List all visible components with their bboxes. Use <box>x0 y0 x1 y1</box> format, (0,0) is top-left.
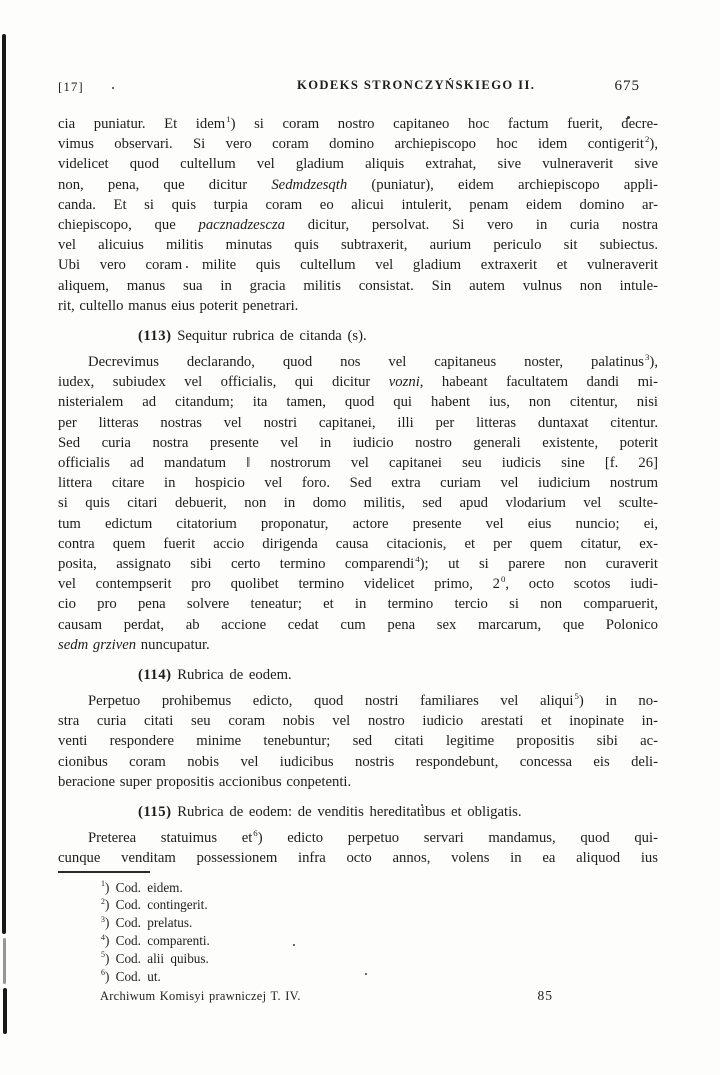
text-run: aliquem, manus sua in gracia militis consistat. Sin autem vulnus non intule- <box>58 277 658 294</box>
paragraph <box>58 828 658 868</box>
paragraph <box>58 114 658 316</box>
text-line <box>58 828 658 848</box>
text-run: tum edictum citatorium proponatur, actore presente vel eius nuncio; ei, <box>58 515 658 532</box>
footnote <box>58 968 658 986</box>
paragraph <box>58 691 658 792</box>
text-run: cio pro pena solvere teneatur; et in termino tercio si non comparuerit, <box>58 596 658 613</box>
text-run: cunque venditam possessionem infra octo annos, volens in ea aliquod ius <box>58 850 658 867</box>
text-run: cionibus coram nobis vel iudicibus nostris respondebunt, concessa eis deli- <box>58 753 658 770</box>
text-run: ) in no- <box>578 693 658 710</box>
footnote-reference: 5 <box>574 691 579 702</box>
text-run: Ubi vero coram milite quis cultellum vel gladium extraxerit et vulneraverit <box>58 257 658 274</box>
footnote-reference: 6 <box>253 828 258 839</box>
sheet-mark: [17] <box>58 79 84 94</box>
footnote-reference: 4 <box>415 554 420 565</box>
footnotes <box>58 879 658 986</box>
text-run: vel contempserit pro quolibet termino videlicet primo, 2 <box>58 576 500 593</box>
footnote-reference: 0 <box>500 574 506 585</box>
footnote-separator <box>58 871 150 873</box>
text-run: si quis citari debuerit, non in domo militis, sed apud vlodarium vel sculte- <box>58 495 658 512</box>
text-run: Rubrica de eodem. <box>171 666 292 683</box>
text-run: contra quem fuerit accio dirigenda causa citacionis, et per quem citatur, ex- <box>58 535 658 552</box>
text-run: ), <box>649 354 658 371</box>
signature-page-number: 85 <box>537 988 553 1004</box>
footnote-reference: 2 <box>101 896 105 906</box>
text-line <box>58 195 658 215</box>
text-line <box>58 433 658 453</box>
section-number: (113) <box>138 327 172 344</box>
text-run: ) Cod. contingerit. <box>104 897 208 913</box>
text-run: stra curia citati seu coram nobis vel nostro iudicio arestati et inopinate in- <box>58 713 658 730</box>
text-run: Rubrica de eodem: de venditis hereditatibus et obligatis. <box>171 804 522 820</box>
text-line <box>58 473 658 493</box>
text-line <box>58 175 658 195</box>
text-run: dicitur, persolvat. Si vero in curia nostra <box>284 216 658 233</box>
text-run: venti respondere minime tenebuntur; sed citati legitime propositis sibi ac- <box>58 733 658 750</box>
text-line <box>58 276 658 296</box>
footnote-reference: 6 <box>101 968 105 978</box>
footnote <box>58 932 658 950</box>
text-line <box>58 848 658 868</box>
footnote-reference: 3 <box>645 352 650 363</box>
footnote <box>58 896 658 914</box>
text-run: ) Cod. ut. <box>104 968 161 984</box>
text-line <box>58 615 658 635</box>
text-line <box>58 574 658 594</box>
vernacular-term: pacznadzescza <box>198 216 285 233</box>
text-line <box>58 635 658 655</box>
text-line <box>58 392 658 412</box>
text-line <box>58 594 658 614</box>
text-run: nuncupatur. <box>136 636 210 653</box>
scan-artifact-line <box>3 988 7 1034</box>
footnote-reference: 4 <box>101 932 105 942</box>
text-run: canda. Et si quis turpia coram eo alicui intulerit, penam eidem domino ar- <box>58 196 658 213</box>
text-line <box>58 711 658 731</box>
section-heading <box>58 802 658 822</box>
text-line <box>58 772 658 792</box>
text-line <box>58 493 658 513</box>
text-run: vimus observari. Si vero coram domino archiepiscopo hoc idem contigerit <box>58 136 645 153</box>
section-heading <box>58 326 658 346</box>
section-heading <box>58 665 658 685</box>
text-run: officialis ad mandatum ‖ nostrorum vel capitanei seu iudicis sine [f. 26] <box>58 455 658 471</box>
text-run: iudex, subiudex vel officialis, qui dicitur <box>58 374 389 391</box>
text-line <box>58 215 658 235</box>
page-number: 675 <box>614 78 640 94</box>
text-run: nisterialem ad citandum; ita tamen, quod qui habent ius, non citentur, nisi <box>58 394 658 411</box>
scan-artifact-line <box>3 938 6 984</box>
text-line <box>58 352 658 372</box>
vernacular-term: vozni, <box>388 374 424 391</box>
text-run: Perpetuo prohibemus edicto, quod nostri familiares vel aliqui <box>88 693 574 710</box>
text-line <box>58 731 658 751</box>
footnote-reference: 3 <box>101 914 105 924</box>
text-line <box>58 235 658 255</box>
text-line <box>58 372 658 392</box>
text-line <box>58 296 658 316</box>
text-run: rit, cultello manus eius poterit penetrari. <box>58 297 299 314</box>
text-run: non, pena, que dicitur <box>58 176 272 193</box>
text-line <box>58 114 658 134</box>
text-run: vel alicuius militis minutas quis subtraxerit, aurium periculo sit subiectus. <box>58 237 658 254</box>
running-title: KODEKS STRONCZYŃSKIEGO II. <box>297 78 536 92</box>
text-run: ) si coram nostro capitaneo hoc factum fuerit, decre- <box>230 116 658 132</box>
text-line <box>58 413 658 433</box>
text-run: per litteras nostras vel nostri capitanei, illi per litteras duntaxat citentur. <box>58 414 658 431</box>
text-line <box>58 534 658 554</box>
text-line <box>58 691 658 711</box>
text-run: ) Cod. eidem. <box>104 879 183 895</box>
text-run: , octo scotos iudi- <box>505 576 658 593</box>
footnote-reference: 2 <box>645 134 650 145</box>
text-run: causam perdat, ab accione cedat cum pena sex marcarum, que Polonico <box>58 616 658 633</box>
page-header <box>58 78 658 98</box>
text-run: beracione super propositis accionibus conpetenti. <box>58 773 352 790</box>
page-content <box>58 78 658 1004</box>
text-run: ) Cod. prelatus. <box>104 915 193 931</box>
text-run: littera citare in hospicio vel foro. Sed extra curiam vel iudicium nostrum <box>58 475 658 492</box>
text-line <box>58 752 658 772</box>
text-line <box>58 453 658 473</box>
text-run: Decrevimus declarando, quod nos vel capitaneus noster, palatinus <box>88 354 645 371</box>
imprint: Archiwum Komisyi prawniczej T. IV. <box>100 989 301 1004</box>
section-number: (114) <box>138 666 172 683</box>
text-run: ) Cod. comparenti. <box>104 932 210 948</box>
text-run: ) Cod. alii quibus. <box>104 950 209 966</box>
text-line <box>58 514 658 534</box>
vernacular-term: sedm grziven <box>58 636 137 653</box>
vernacular-term: Sedmdzesqth <box>271 176 348 193</box>
footnote <box>58 950 658 968</box>
footnote-reference: 1 <box>101 879 105 889</box>
text-run: cia puniatur. Et idem <box>58 116 226 132</box>
text-run: Sed curia nostra presente vel in iudicio nostro generali existente, poterit <box>58 434 658 451</box>
text-run: Sequitur rubrica de citanda (s). <box>171 327 367 344</box>
text-run: ); ut si parere non curaverit <box>419 555 658 572</box>
text-run: chiepiscopo, que <box>58 216 199 233</box>
footnote <box>58 879 658 897</box>
text-line <box>58 134 658 154</box>
text-run: Preterea statuimus et <box>88 830 253 847</box>
text-body <box>58 114 658 869</box>
text-line <box>58 255 658 275</box>
text-run: ) edicto perpetuo servari mandamus, quod qui- <box>257 830 658 847</box>
page-footer <box>58 988 658 1004</box>
text-run: posita, assignato sibi certo termino comparendi <box>58 555 415 572</box>
section-number: (115) <box>138 804 172 820</box>
paragraph <box>58 352 658 655</box>
footnote <box>58 914 658 932</box>
text-run: videlicet quod cultellum vel gladium aliquis extrahat, sive vulneraverit sive <box>58 156 658 173</box>
footnote-reference: 1 <box>226 114 231 125</box>
text-line <box>58 154 658 174</box>
scan-artifact-line <box>2 34 6 934</box>
text-run: habeant facultatem dandi mi- <box>423 374 658 391</box>
footnote-reference: 5 <box>101 950 105 960</box>
text-line <box>58 554 658 574</box>
text-run: (puniatur), eidem archiepiscopo appli- <box>347 176 658 193</box>
text-run: ), <box>649 136 658 153</box>
